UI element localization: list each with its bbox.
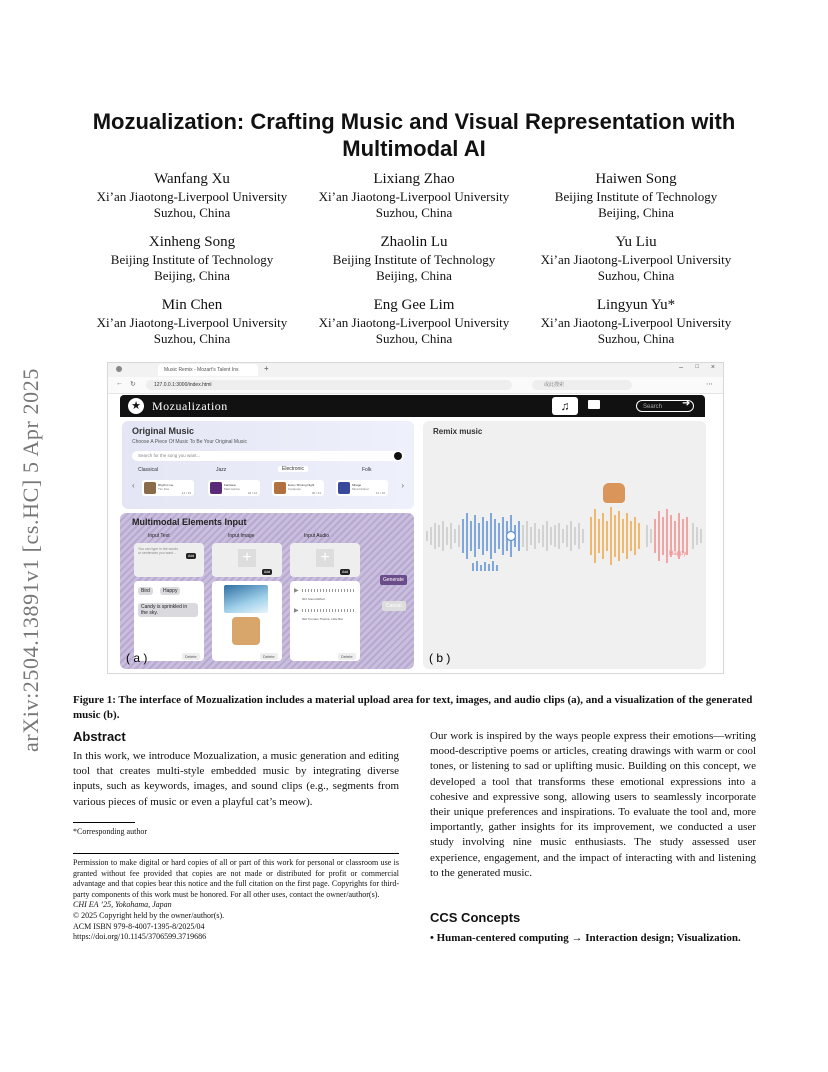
- song-search-placeholder: Search for the song you want...: [138, 453, 201, 458]
- tab-classical[interactable]: Classical: [138, 467, 159, 473]
- panel-b-label: ( b ): [429, 651, 451, 665]
- new-tab-icon[interactable]: +: [264, 364, 269, 373]
- permission-divider: [73, 853, 399, 854]
- add-image-button[interactable]: Add: [264, 570, 271, 574]
- menu-icon[interactable]: ⋯: [706, 381, 713, 388]
- arxiv-identifier: arXiv:2504.13891v1 [cs.HC] 5 Apr 2025: [18, 368, 43, 752]
- figure-app-screenshot: [107, 362, 724, 674]
- song-search-input[interactable]: [132, 451, 404, 461]
- cancel-button[interactable]: Cancel: [382, 601, 406, 611]
- author-block: [69, 170, 315, 221]
- track-title: Rhythm me: [158, 483, 174, 487]
- generate-button[interactable]: Generate: [380, 575, 407, 585]
- wave-image-thumbnail[interactable]: [224, 585, 268, 613]
- play-icon[interactable]: ▶: [294, 608, 299, 614]
- track-artist: Tim Dos: [158, 487, 170, 491]
- audio-waveform: [302, 609, 354, 612]
- text-input-placeholder: You can type in the words or sentences you want...: [138, 547, 178, 555]
- maximize-icon[interactable]: □: [695, 364, 699, 370]
- footnote: *Corresponding author: [73, 827, 147, 836]
- input-audio-label: Input Audio: [304, 533, 330, 539]
- doi-link[interactable]: https://doi.org/10.1145/3706599.3719686: [73, 932, 207, 942]
- author-name: Eng Gee Lim: [373, 297, 455, 313]
- remix-waveform: [423, 501, 706, 571]
- author-block: [291, 233, 537, 284]
- chevron-right-icon[interactable]: ›: [401, 481, 404, 490]
- abstract-heading: Abstract: [73, 729, 126, 744]
- author-location: Suzhou, China: [597, 331, 675, 346]
- author-location: Suzhou, China: [153, 205, 231, 220]
- browser-tab-title: Music Remix - Mozart's Talent Ins: [164, 367, 239, 373]
- author-block: [513, 170, 759, 221]
- author-affiliation: Beijing Institute of Technology: [332, 252, 496, 267]
- tab-folk[interactable]: Folk: [362, 467, 372, 473]
- image-items-list: [212, 581, 282, 661]
- keyword-chip[interactable]: Happy: [160, 587, 180, 595]
- add-text-button[interactable]: Add: [188, 554, 195, 558]
- author-block: [513, 296, 759, 347]
- multimodal-heading: Multimodal Elements Input: [132, 517, 247, 527]
- star-logo-icon: ★: [128, 398, 144, 414]
- track-artist: Matt Garcia: [224, 487, 240, 491]
- author-location: Suzhou, China: [153, 331, 231, 346]
- track-card[interactable]: [142, 480, 194, 496]
- browser-tab[interactable]: [158, 364, 258, 376]
- input-image-label: Input Image: [228, 533, 255, 539]
- sentence-chip[interactable]: Candy is sprinkled in the sky.: [138, 603, 198, 617]
- album-thumbnail: [210, 482, 222, 494]
- track-carousel: [132, 477, 404, 499]
- footnote-divider: [73, 822, 135, 823]
- text-input-area[interactable]: [134, 543, 204, 577]
- waveform-blue: [463, 513, 519, 571]
- app-search-placeholder: Search: [643, 404, 663, 410]
- plus-icon[interactable]: +: [316, 549, 334, 567]
- app-header: [120, 395, 705, 417]
- plus-icon[interactable]: +: [238, 549, 256, 567]
- original-music-heading: Original Music: [132, 426, 195, 436]
- image-input-area[interactable]: [212, 543, 282, 577]
- close-icon[interactable]: ×: [710, 364, 715, 371]
- abstract-paragraph-1: In this work, we introduce Mozualization, a music generation and editing tool that creates multi-style embedded music by integrating diverse inputs, such as keywords, images, and sound clips (e.g., segments from various pieces of music or even a playful cat’s meow).: [73, 750, 399, 808]
- cat-image-thumbnail[interactable]: [232, 617, 260, 645]
- minimize-icon[interactable]: –: [679, 364, 683, 371]
- playhead-marker[interactable]: [507, 532, 516, 541]
- author-block: [291, 296, 537, 347]
- panel-a-label: ( a ): [126, 651, 148, 665]
- chevron-left-icon[interactable]: ‹: [132, 481, 135, 490]
- isbn: ACM ISBN 979-8-4007-1395-8/2025/04: [73, 921, 205, 931]
- track-card[interactable]: [272, 480, 324, 496]
- track-count: 14 / 15: [181, 491, 191, 495]
- track-count: 30 / 31: [311, 491, 321, 495]
- multimodal-panel: [120, 513, 414, 669]
- author-affiliation: Xi’an Jiaotong-Liverpool University: [540, 252, 732, 267]
- author-name: Min Chen: [161, 297, 223, 313]
- album-thumbnail: [274, 482, 286, 494]
- folder-icon[interactable]: [588, 400, 600, 409]
- author-name: Wanfang Xu: [154, 171, 230, 187]
- author-affiliation: Xi’an Jiaotong-Liverpool University: [540, 315, 732, 330]
- track-title: Every Shining Night: [288, 483, 315, 487]
- cat-icon: [603, 483, 625, 503]
- browser-address-bar: [108, 377, 723, 394]
- tab-electronic[interactable]: Electronic: [278, 466, 308, 472]
- author-location: Beijing, China: [154, 268, 230, 283]
- author-name: Lingyun Yu*: [596, 297, 676, 313]
- browser-tab-bar: [108, 363, 723, 377]
- author-affiliation: Xi’an Jiaotong-Liverpool University: [318, 315, 510, 330]
- author-affiliation: Xi’an Jiaotong-Liverpool University: [96, 315, 288, 330]
- play-icon[interactable]: ▶: [294, 588, 299, 594]
- remix-music-panel: [423, 421, 706, 669]
- back-icon[interactable]: ←: [116, 380, 123, 387]
- url-field[interactable]: 127.0.0.1:3000/index.html: [146, 380, 512, 390]
- track-artist: Mina Dolinar: [352, 487, 369, 491]
- audio-clip-name: 001 Sound Effect: [302, 597, 325, 601]
- track-count: 22 / 24: [247, 491, 257, 495]
- original-music-panel: [122, 421, 414, 509]
- permission-text: Permission to make digital or hard copies of all or part of this work for personal or classroom use is granted without fee provided that copies are not made or distributed for profit or commercial advantage and that copies bear this notice and the full citation on the first page. Copyrights for third-party components of this work must be honored. For all other uses, contact the owner/author(s).: [73, 858, 399, 899]
- remix-music-heading: Remix music: [433, 427, 483, 436]
- search-icon[interactable]: [394, 452, 402, 460]
- arrow-right-icon[interactable]: ➜: [682, 398, 691, 409]
- delete-button[interactable]: Delete: [338, 653, 356, 660]
- input-text-label: Input Text: [148, 533, 170, 539]
- ccs-concepts-heading: CCS Concepts: [430, 910, 521, 925]
- track-count: 14 / 16: [375, 491, 385, 495]
- emotion-label: Happy: [669, 551, 687, 557]
- track-artist: Caramelo: [288, 487, 302, 491]
- ccs-concepts-text: • Human-centered computing → Interaction design; Visualization.: [430, 932, 741, 944]
- profile-icon[interactable]: [116, 366, 122, 372]
- author-name: Xinheng Song: [148, 234, 236, 250]
- author-location: Beijing, China: [598, 205, 674, 220]
- author-name: Zhaolin Lu: [380, 234, 448, 250]
- audio-clip-name: 002 Turnoko Thelma, Little Bat: [302, 617, 343, 621]
- author-affiliation: Xi’an Jiaotong-Liverpool University: [96, 189, 288, 204]
- audio-items-list: [290, 581, 360, 661]
- delete-button[interactable]: Delete: [260, 653, 278, 660]
- author-location: Suzhou, China: [375, 331, 453, 346]
- author-name: Haiwen Song: [595, 171, 677, 187]
- music-note-icon[interactable]: ♫: [552, 397, 578, 415]
- delete-button[interactable]: Delete: [182, 653, 200, 660]
- author-name: Lixiang Zhao: [373, 171, 455, 187]
- tab-jazz[interactable]: Jazz: [216, 467, 227, 473]
- reload-icon[interactable]: ↻: [130, 381, 136, 388]
- author-location: Beijing, China: [376, 268, 452, 283]
- app-name: Mozualization: [152, 399, 228, 413]
- author-affiliation: Beijing Institute of Technology: [554, 189, 718, 204]
- track-title: Fantasia: [224, 483, 236, 487]
- album-thumbnail: [338, 482, 350, 494]
- figure-caption: Figure 1: The interface of Mozualization includes a material upload area for text, images, and audio clips (a), and a visualization of the generated music (b).: [73, 694, 753, 721]
- original-music-subheading: Choose A Piece Of Music To Be Your Original Music: [132, 439, 247, 445]
- text-items-list: [134, 581, 204, 661]
- author-block: [69, 233, 315, 284]
- track-title: Mirage: [352, 483, 362, 487]
- paper-title: Mozualization: Crafting Music and Visual Representation with Multimodal AI: [92, 109, 736, 161]
- track-card[interactable]: [336, 480, 388, 496]
- abstract-paragraph-2: Our work is inspired by the ways people express their emotions—writing mood-descriptive poems or articles, creating drawings with warm or cool tones, or listening to sad or uplifting music. Building on this concept, we developed a tool that transforms these emotional expressions into a cohesive and expressive song, allowing users to seamlessly incorporate their unique preferences and inspirations. To evaluate the tool and, more importantly, gather insights for its improvement, we conducted a user study involving nine music enthusiasts. The study assessed user experience, engagement, and the impact of interacting with and listening to the generated music.: [430, 730, 756, 879]
- author-name: Yu Liu: [615, 234, 657, 250]
- author-affiliation: Xi’an Jiaotong-Liverpool University: [318, 189, 510, 204]
- author-block: [513, 233, 759, 284]
- copyright: © 2025 Copyright held by the owner/author(s).: [73, 910, 225, 920]
- author-affiliation: Beijing Institute of Technology: [110, 252, 274, 267]
- author-block: [291, 170, 537, 221]
- audio-input-area[interactable]: [290, 543, 360, 577]
- author-location: Suzhou, China: [375, 205, 453, 220]
- add-audio-button[interactable]: Add: [342, 570, 349, 574]
- waveform-grey: [427, 521, 701, 551]
- audio-waveform: [302, 589, 354, 592]
- author-location: Suzhou, China: [597, 268, 675, 283]
- keyword-chip[interactable]: Bird: [138, 587, 153, 595]
- browser-search-field[interactable]: 或此搜索: [532, 380, 632, 390]
- venue: CHI EA ’25, Yokohama, Japan: [73, 900, 172, 910]
- album-thumbnail: [144, 482, 156, 494]
- permission-block: [73, 858, 399, 943]
- author-block: [69, 296, 315, 347]
- waveform-orange: [591, 507, 639, 565]
- track-card[interactable]: [208, 480, 260, 496]
